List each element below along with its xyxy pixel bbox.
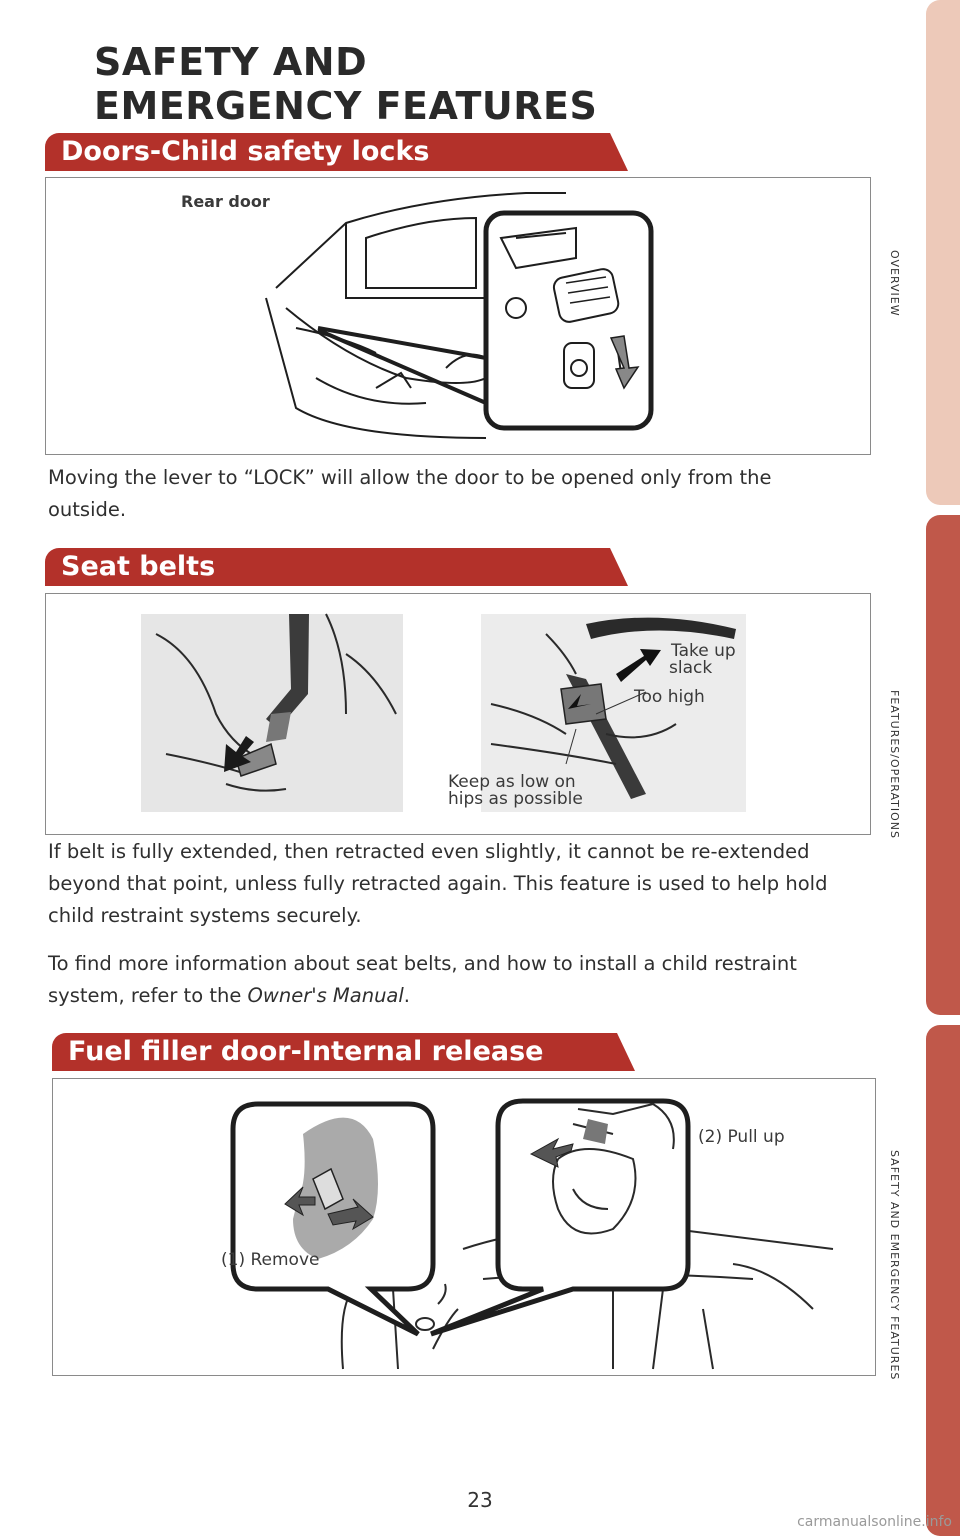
rear-door-label: Rear door <box>181 192 270 211</box>
remove-label: (1) Remove <box>221 1250 320 1270</box>
manual-ref-suffix: . <box>403 984 410 1007</box>
tab-label-features: FEATURES/OPERATIONS <box>888 690 901 839</box>
tab-label-safety: SAFETY AND EMERGENCY FEATURES <box>888 1150 901 1381</box>
manual-ref-prefix: To find more information about seat belts, and how to install a child restraint system, refer to the <box>48 952 797 1007</box>
tab-overview[interactable] <box>926 0 960 505</box>
watermark: carmanualsonline.info <box>797 1514 952 1530</box>
take-up-label: Take up <box>671 641 736 661</box>
keep-low-label-2: hips as possible <box>448 789 583 809</box>
slack-label: slack <box>669 658 713 678</box>
tab-label-overview: OVERVIEW <box>888 250 901 317</box>
section-heading-seat-belts: Seat belts <box>45 548 610 586</box>
child-lock-figure <box>45 177 871 455</box>
tab-features-operations[interactable] <box>926 515 960 1015</box>
pull-up-label: (2) Pull up <box>698 1127 785 1147</box>
seat-belt-manual-reference <box>48 948 848 1012</box>
side-tabs <box>926 0 960 1536</box>
section-heading-fuel-door: Fuel filler door-Internal release <box>52 1033 617 1071</box>
page-title-line2: EMERGENCY FEATURES <box>94 84 598 128</box>
too-high-label: Too high <box>634 687 705 707</box>
tab-safety-emergency[interactable] <box>926 1025 960 1536</box>
page-title-line1: SAFETY AND <box>94 40 368 84</box>
section-heading-child-locks: Doors-Child safety locks <box>45 133 610 171</box>
owners-manual-link[interactable]: Owner's Manual <box>247 984 404 1007</box>
page-title <box>94 40 597 128</box>
keep-low-label-1: Keep as low on <box>448 772 576 792</box>
page-number: 23 <box>467 1488 493 1512</box>
seat-belt-description: If belt is fully extended, then retracted even slightly, it cannot be re-extended beyond that point, unless fully retracted again. This feature is used to help hold child restraint systems securely. <box>48 840 828 927</box>
fuel-door-figure <box>52 1078 876 1376</box>
seat-belt-figure <box>45 593 871 835</box>
fuel-release-illustration <box>53 1079 875 1375</box>
rear-door-illustration <box>46 178 870 454</box>
child-lock-description: Moving the lever to “LOCK” will allow the door to be opened only from the outside. <box>48 466 772 521</box>
